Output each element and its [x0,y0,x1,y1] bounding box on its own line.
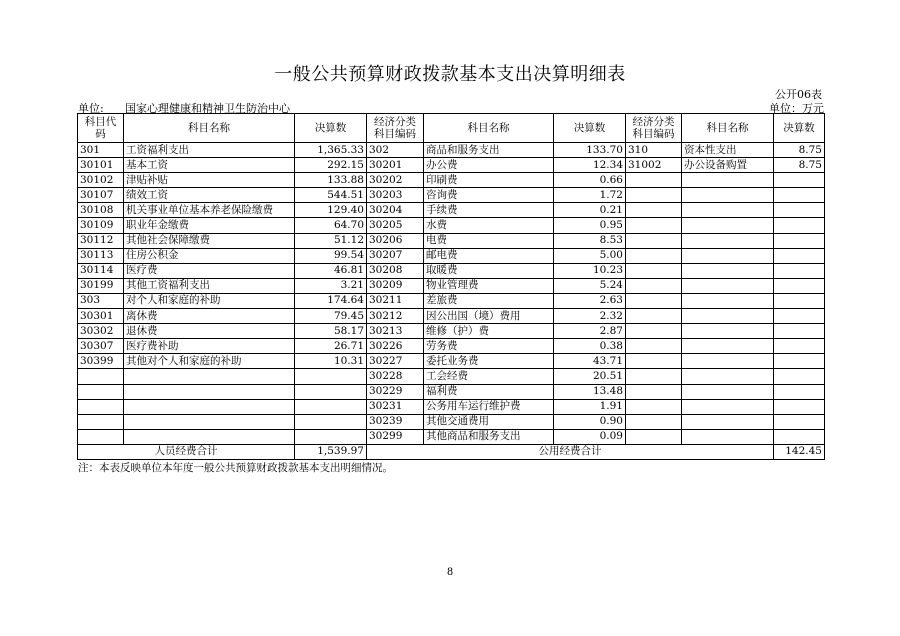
name-cell [124,429,295,444]
amount-cell: 1.91 [554,399,626,414]
amount-cell: 174.64 [295,293,367,308]
amount-cell: 0.66 [554,173,626,188]
unit-label: 单位：万元 [769,102,824,115]
code-cell [78,384,124,399]
name-cell: 办公费 [424,158,554,173]
name-cell [682,414,774,429]
table-row [78,188,825,203]
code-cell [626,369,682,384]
name-cell: 维修（护）费 [424,324,554,339]
name-cell: 机关事业单位基本养老保险缴费 [124,203,295,218]
name-cell: 取暖费 [424,263,554,278]
table-row [78,263,825,278]
amount-cell [774,233,825,248]
code-cell: 31002 [626,158,682,173]
code-cell [626,278,682,293]
page-number: 8 [446,567,454,578]
name-cell: 电费 [424,233,554,248]
name-cell: 津贴补贴 [124,173,295,188]
amount-cell: 64.70 [295,218,367,233]
amount-cell [774,369,825,384]
page-title: 一般公共预算财政拨款基本支出决算明细表 [274,64,626,85]
amount-cell [774,188,825,203]
code-cell [626,188,682,203]
table-row [78,248,825,263]
org-label: 单位: [78,102,104,115]
amount-cell [295,414,367,429]
code-cell: 30112 [78,233,124,248]
code-cell: 30229 [367,384,424,399]
amount-cell [774,399,825,414]
amount-cell [774,414,825,429]
header-cell: 经济分类科目编码 [626,114,682,143]
name-cell: 印刷费 [424,173,554,188]
amount-cell: 5.24 [554,278,626,293]
name-cell [682,324,774,339]
table-row [78,414,825,429]
table-body [78,143,825,445]
name-cell: 退休费 [124,324,295,339]
code-cell [626,414,682,429]
amount-cell [295,399,367,414]
name-cell [682,218,774,233]
code-cell [78,414,124,429]
personnel-total-label: 人员经费合计 [78,444,295,459]
code-cell: 30101 [78,158,124,173]
code-cell: 30231 [367,399,424,414]
code-cell [626,173,682,188]
code-cell: 30228 [367,369,424,384]
code-cell: 30102 [78,173,124,188]
code-cell: 30239 [367,414,424,429]
header-cell: 决算数 [295,114,367,143]
name-cell: 商品和服务支出 [424,143,554,158]
amount-cell [774,339,825,354]
table-row [78,429,825,444]
name-cell: 职业年金缴费 [124,218,295,233]
amount-cell: 133.70 [554,143,626,158]
name-cell: 医疗费 [124,263,295,278]
public-total-label: 公用经费合计 [367,444,774,459]
amount-cell [295,429,367,444]
table-row [78,384,825,399]
amount-cell: 51.12 [295,233,367,248]
code-cell [626,293,682,308]
code-cell: 30206 [367,233,424,248]
name-cell [682,399,774,414]
name-cell: 工会经费 [424,369,554,384]
name-cell: 离休费 [124,309,295,324]
amount-cell [774,324,825,339]
amount-cell: 133.88 [295,173,367,188]
name-cell: 手续费 [424,203,554,218]
amount-cell [774,218,825,233]
code-cell: 310 [626,143,682,158]
name-cell: 其他商品和服务支出 [424,429,554,444]
amount-cell: 5.00 [554,248,626,263]
amount-cell: 3.21 [295,278,367,293]
totals-row [78,444,825,459]
name-cell [682,263,774,278]
name-cell: 因公出国（境）费用 [424,309,554,324]
name-cell [124,369,295,384]
code-cell [626,384,682,399]
header-cell: 决算数 [774,114,825,143]
code-cell: 30213 [367,324,424,339]
header-cell: 科目代码 [78,114,124,143]
code-cell [78,369,124,384]
table-row [78,324,825,339]
code-cell: 30202 [367,173,424,188]
code-cell: 30302 [78,324,124,339]
table-row [78,173,825,188]
header-cell: 科目名称 [124,114,295,143]
public-total-value: 142.45 [774,444,825,459]
name-cell: 基本工资 [124,158,295,173]
amount-cell: 26.71 [295,339,367,354]
name-cell [124,399,295,414]
name-cell [682,309,774,324]
code-cell [626,203,682,218]
name-cell [682,369,774,384]
table-number: 公开06表 [775,88,822,101]
amount-cell: 2.87 [554,324,626,339]
code-cell: 30208 [367,263,424,278]
amount-cell: 0.95 [554,218,626,233]
code-cell [626,354,682,369]
amount-cell: 46.81 [295,263,367,278]
name-cell: 对个人和家庭的补助 [124,293,295,308]
code-cell [626,263,682,278]
code-cell: 30307 [78,339,124,354]
name-cell [682,278,774,293]
code-cell: 30399 [78,354,124,369]
code-cell: 30211 [367,293,424,308]
header-cell: 决算数 [554,114,626,143]
amount-cell: 20.51 [554,369,626,384]
name-cell: 委托业务费 [424,354,554,369]
code-cell [626,233,682,248]
code-cell [626,429,682,444]
table-row [78,233,825,248]
name-cell: 资本性支出 [682,143,774,158]
code-cell: 30108 [78,203,124,218]
amount-cell: 544.51 [295,188,367,203]
code-cell [78,399,124,414]
amount-cell [774,263,825,278]
table-row [78,203,825,218]
name-cell [682,384,774,399]
name-cell [682,293,774,308]
name-cell [682,248,774,263]
amount-cell: 0.21 [554,203,626,218]
org-name: 国家心理健康和精神卫生防治中心 [125,102,290,115]
table-row [78,339,825,354]
code-cell [626,399,682,414]
name-cell [124,414,295,429]
name-cell: 工资福利支出 [124,143,295,158]
name-cell: 福利费 [424,384,554,399]
amount-cell [774,173,825,188]
table-row [78,143,825,158]
personnel-total-value: 1,539.97 [295,444,367,459]
code-cell: 30109 [78,218,124,233]
code-cell [78,429,124,444]
amount-cell: 1.72 [554,188,626,203]
code-cell [626,309,682,324]
name-cell: 邮电费 [424,248,554,263]
name-cell: 咨询费 [424,188,554,203]
header-cell: 科目名称 [682,114,774,143]
header-row [78,114,825,143]
name-cell: 其他社会保障缴费 [124,233,295,248]
table-row [78,369,825,384]
code-cell: 30207 [367,248,424,263]
name-cell: 公务用车运行维护费 [424,399,554,414]
name-cell [682,429,774,444]
amount-cell: 99.54 [295,248,367,263]
name-cell [682,233,774,248]
code-cell: 30201 [367,158,424,173]
amount-cell: 10.23 [554,263,626,278]
name-cell [124,384,295,399]
code-cell: 30227 [367,354,424,369]
amount-cell [774,278,825,293]
header-cell: 科目名称 [424,114,554,143]
amount-cell: 10.31 [295,354,367,369]
code-cell: 30212 [367,309,424,324]
amount-cell: 292.15 [295,158,367,173]
code-cell: 30114 [78,263,124,278]
name-cell: 其他工资福利支出 [124,278,295,293]
amount-cell: 0.90 [554,414,626,429]
amount-cell [774,248,825,263]
amount-cell [774,203,825,218]
code-cell [626,218,682,233]
name-cell: 医疗费补助 [124,339,295,354]
amount-cell [774,293,825,308]
name-cell [682,339,774,354]
amount-cell: 2.63 [554,293,626,308]
code-cell: 303 [78,293,124,308]
amount-cell: 8.75 [774,158,825,173]
amount-cell: 129.40 [295,203,367,218]
amount-cell [774,354,825,369]
amount-cell: 12.34 [554,158,626,173]
table-row [78,293,825,308]
amount-cell [295,369,367,384]
table-row [78,158,825,173]
code-cell: 30204 [367,203,424,218]
amount-cell: 58.17 [295,324,367,339]
amount-cell [774,309,825,324]
name-cell [682,173,774,188]
amount-cell: 43.71 [554,354,626,369]
name-cell [682,203,774,218]
code-cell: 30226 [367,339,424,354]
code-cell [626,248,682,263]
name-cell: 其他交通费用 [424,414,554,429]
table-row [78,309,825,324]
amount-cell: 8.75 [774,143,825,158]
amount-cell: 13.48 [554,384,626,399]
code-cell [626,339,682,354]
name-cell: 差旅费 [424,293,554,308]
name-cell: 住房公积金 [124,248,295,263]
code-cell: 30113 [78,248,124,263]
table-row [78,218,825,233]
code-cell: 30299 [367,429,424,444]
amount-cell [774,429,825,444]
code-cell: 30203 [367,188,424,203]
name-cell: 绩效工资 [124,188,295,203]
code-cell: 30199 [78,278,124,293]
name-cell: 办公设备购置 [682,158,774,173]
code-cell: 30209 [367,278,424,293]
code-cell: 301 [78,143,124,158]
table-row [78,354,825,369]
name-cell: 其他对个人和家庭的补助 [124,354,295,369]
code-cell: 30301 [78,309,124,324]
name-cell: 水费 [424,218,554,233]
amount-cell [295,384,367,399]
amount-cell [774,384,825,399]
amount-cell: 79.45 [295,309,367,324]
amount-cell: 0.09 [554,429,626,444]
name-cell [682,188,774,203]
header-cell: 经济分类科目编码 [367,114,424,143]
code-cell: 30205 [367,218,424,233]
name-cell [682,354,774,369]
table-row [78,278,825,293]
footnote: 注：本表反映单位本年度一般公共预算财政拨款基本支出明细情况。 [78,462,393,474]
unit-row [78,100,824,113]
amount-cell: 2.32 [554,309,626,324]
amount-cell: 1,365.33 [295,143,367,158]
name-cell: 物业管理费 [424,278,554,293]
amount-cell: 8.53 [554,233,626,248]
table-row [78,399,825,414]
name-cell: 劳务费 [424,339,554,354]
code-cell: 302 [367,143,424,158]
amount-cell: 0.38 [554,339,626,354]
expenditure-table [77,113,825,460]
code-cell: 30107 [78,188,124,203]
code-cell [626,324,682,339]
